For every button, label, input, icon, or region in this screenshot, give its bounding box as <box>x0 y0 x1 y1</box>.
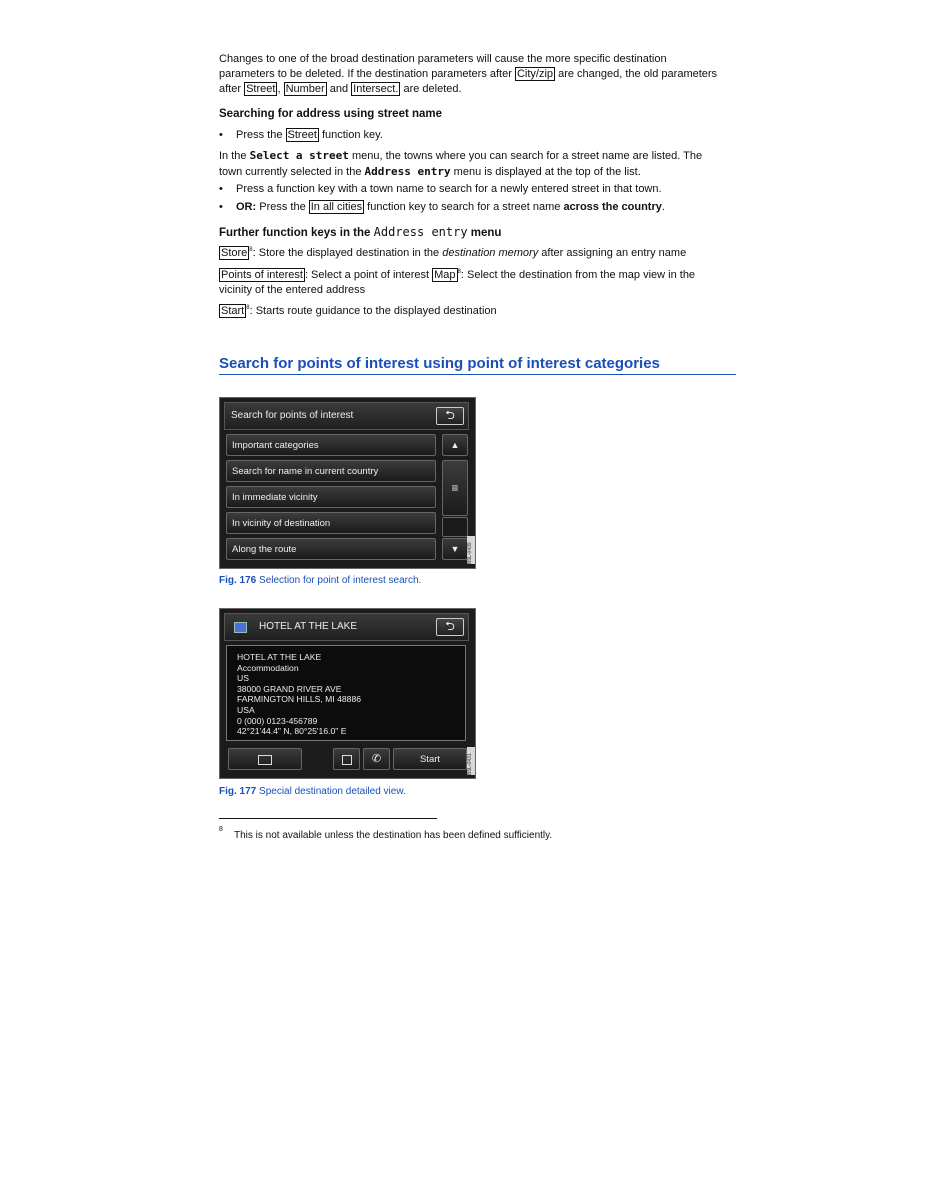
text: : Select a point of interest <box>304 269 433 281</box>
scroll-track[interactable] <box>442 517 468 537</box>
hotel-icon <box>234 622 247 633</box>
list-item[interactable]: Search for name in current country <box>226 460 436 482</box>
figure-code: B5L-0431 <box>467 747 475 775</box>
detail-line: 42°21'44.4" N, 80°25'16.0" E <box>237 726 347 737</box>
screen-title: Search for points of interest <box>231 410 354 421</box>
figure-number: Fig. 177 <box>219 786 257 797</box>
emphasis: destination memory <box>442 247 539 259</box>
floppy-disk-icon <box>342 755 352 765</box>
bullet-dot: • <box>219 201 223 213</box>
street-key: Street <box>246 83 276 95</box>
map-view-icon <box>258 755 272 765</box>
text: are changed, the old parameters <box>555 68 718 80</box>
footnote-ref: 8 <box>457 269 461 275</box>
poi-line-2: vicinity of the entered address <box>219 284 366 296</box>
text: Press a function key with a town name to search for a newly entered street in that town. <box>236 183 662 195</box>
bullet-dot: • <box>219 183 223 195</box>
back-arrow-icon[interactable]: ⮌ <box>436 407 464 425</box>
text: after <box>219 83 245 95</box>
poi-detail-screen <box>219 608 476 779</box>
number-key: Number <box>285 83 325 95</box>
text: Further function keys in the <box>219 227 374 239</box>
figure-caption <box>219 786 406 797</box>
back-arrow-icon[interactable]: ⮌ <box>436 618 464 636</box>
map-key: Map <box>434 269 456 281</box>
map-view-button[interactable] <box>228 748 302 770</box>
section-heading-function-keys <box>219 225 501 239</box>
figure-number: Fig. 176 <box>219 575 257 586</box>
store-key: Store <box>221 247 248 259</box>
para-line-1 <box>219 148 702 164</box>
detail-line: Accommodation <box>237 662 299 673</box>
text: function key. <box>318 129 383 141</box>
call-button[interactable] <box>363 748 390 770</box>
text: . <box>661 201 665 213</box>
intro-line-3 <box>219 82 717 97</box>
text: town currently selected in the <box>219 166 365 178</box>
poi-search-screen <box>219 397 476 569</box>
footnote-ref: 8 <box>249 247 253 253</box>
list-item[interactable]: Along the route <box>226 538 436 560</box>
text: menu, the towns where you can search for a street name are listed. The <box>348 150 703 162</box>
menu-name: Address entry <box>373 225 468 239</box>
footnote-divider <box>219 818 437 819</box>
bullet-dot: • <box>219 129 223 141</box>
text: are deleted. <box>400 83 462 95</box>
text: Press the <box>256 201 309 213</box>
poi-line <box>219 268 695 283</box>
scroll-handle-icon[interactable]: ≡ <box>442 460 468 516</box>
text: Press the <box>236 129 286 141</box>
footnote-ref: 8 <box>246 305 250 311</box>
text: menu <box>467 227 502 239</box>
list-item[interactable]: Important categories <box>226 434 436 456</box>
store-line <box>219 246 686 261</box>
start-button[interactable]: Start <box>393 748 467 770</box>
detail-line: 38000 GRAND RIVER AVE <box>237 683 342 694</box>
menu-name: Address entry <box>364 165 451 178</box>
text: and <box>326 83 352 95</box>
start-key: Start <box>221 305 245 317</box>
bullet-town-key <box>219 182 662 197</box>
phone-icon: ✆ <box>371 753 382 765</box>
screen-titlebar <box>224 613 469 641</box>
list-item[interactable]: In immediate vicinity <box>226 486 436 508</box>
caption-text: Special destination detailed view. <box>256 786 406 797</box>
text: In the <box>219 150 250 162</box>
bullet-press-street <box>219 128 383 143</box>
footnote-text: This is not available unless the destination has been defined sufficiently. <box>234 830 553 841</box>
scroll-down-icon[interactable]: ▼ <box>442 538 468 560</box>
poi-map-paragraph <box>219 268 695 298</box>
detail-line: FARMINGTON HILLS, MI 48886 <box>237 694 362 705</box>
in-all-cities-key: In all cities <box>310 201 363 213</box>
detail-line: 0 (000) 0123-456789 <box>237 715 318 726</box>
bullet-all-cities <box>219 200 665 215</box>
text: : Select the destination from the map view in the <box>460 269 696 281</box>
detail-line: HOTEL AT THE LAKE <box>237 652 322 662</box>
street-key: Street <box>287 129 317 141</box>
intersect-key: Intersect. <box>353 83 399 95</box>
figure-code: B5L-0439 <box>467 536 475 564</box>
caption-text: Selection for point of interest search. <box>256 575 422 586</box>
screen-titlebar <box>224 402 469 430</box>
text: parameters to be deleted. If the destination parameters after <box>219 68 515 80</box>
text: : Starts route guidance to the displayed destination <box>249 305 497 317</box>
text: : Store the displayed destination in the <box>252 247 443 259</box>
text: menu is displayed at the top of the list. <box>450 166 641 178</box>
detail-line: US <box>237 673 249 684</box>
intro-line-1: Changes to one of the broad destination parameters will cause the more specific destination <box>219 53 667 65</box>
save-button[interactable] <box>333 748 360 770</box>
destination-details <box>226 645 466 741</box>
screen-title: HOTEL AT THE LAKE <box>259 621 357 632</box>
intro-line-2 <box>219 67 717 82</box>
footnote-number: 8 <box>219 826 223 833</box>
points-of-interest-key: Points of interest <box>221 269 303 281</box>
scroll-up-icon[interactable]: ▲ <box>442 434 468 456</box>
para-line-2 <box>219 164 702 180</box>
menu-name: Select a street <box>249 149 349 162</box>
text: , <box>277 83 284 95</box>
or-label: OR: <box>236 201 257 213</box>
list-item[interactable]: In vicinity of destination <box>226 512 436 534</box>
text: after assigning an entry name <box>538 247 687 259</box>
figure-caption <box>219 575 421 586</box>
detail-line: USA <box>237 704 255 715</box>
section-heading-street-search: Searching for address using street name <box>219 108 443 120</box>
start-line <box>219 304 497 319</box>
select-street-paragraph <box>219 148 702 180</box>
text: function key to search for a street name <box>364 201 564 213</box>
city-zip-key: City/zip <box>516 68 554 80</box>
intro-paragraph <box>219 52 717 97</box>
section-heading-poi-categories: Search for points of interest using point of interest categories <box>219 355 736 375</box>
emphasis: across the country <box>563 201 662 213</box>
